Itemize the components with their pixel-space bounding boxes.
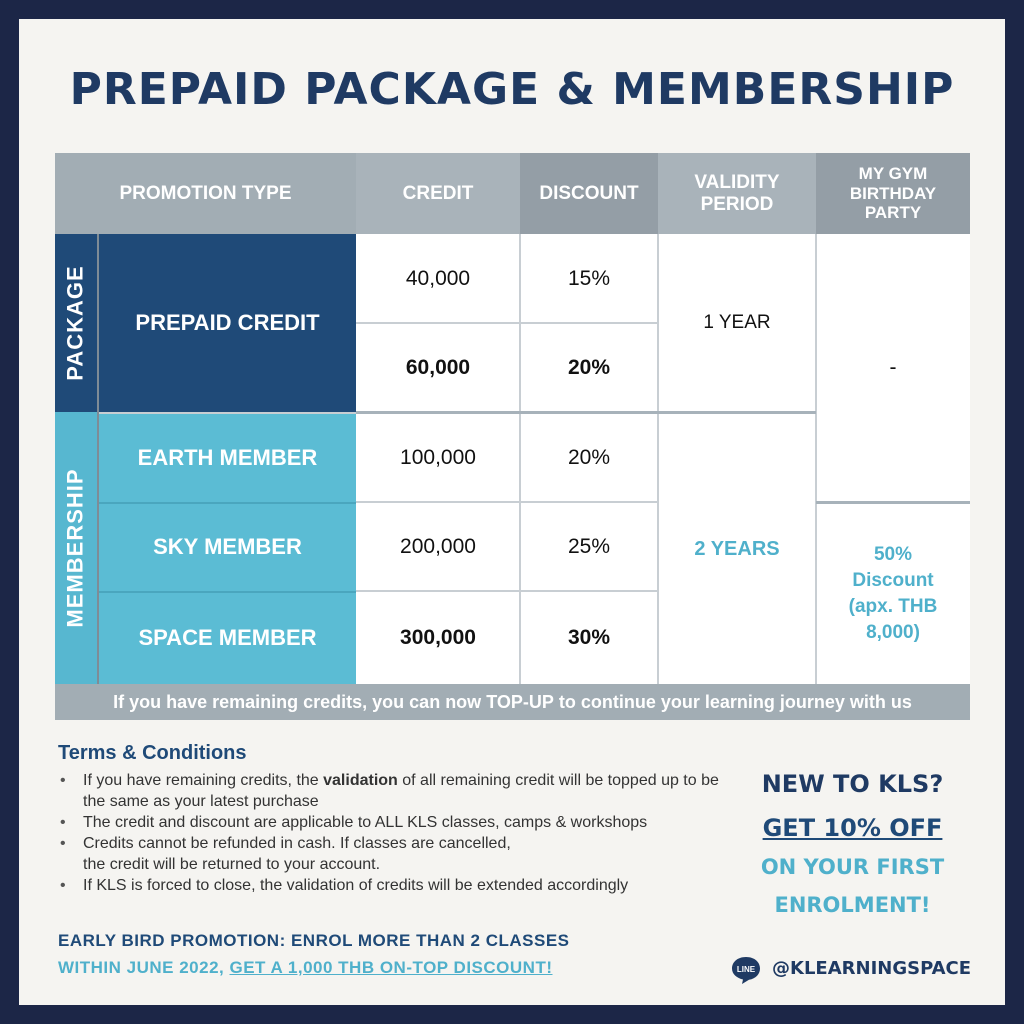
membership-side-label: [55, 412, 97, 684]
promo-line-1: NEW TO KLS?: [761, 770, 944, 798]
terms-item: [58, 770, 738, 812]
earth-discount: [520, 414, 658, 502]
earth-credit-value: 100,000: [400, 446, 476, 469]
terms-list: [58, 770, 738, 896]
package-credit-2: [356, 323, 520, 412]
terms-item: [58, 812, 738, 833]
promo-line-3: ON YOUR FIRST: [760, 855, 945, 879]
membership-row-earth: [99, 414, 356, 502]
terms-item-1-pre: If you have remaining credits, the: [83, 772, 324, 789]
topup-text-bold: TOP-UP: [486, 691, 554, 712]
membership-validity: [658, 414, 816, 684]
grid-line: [99, 502, 356, 504]
early-bird-line-1: EARLY BIRD PROMOTION: ENROL MORE THAN 2 CLASSES: [58, 931, 570, 950]
topup-text-post: to continue your learning journey with us: [553, 691, 912, 712]
line-icon-text: LINE: [736, 965, 756, 974]
package-credit-1: [356, 234, 520, 323]
membership-row-space: [99, 592, 356, 684]
grid-line: [97, 234, 99, 684]
promo-line-4: ENROLMENT!: [774, 893, 931, 917]
header-birthday: [816, 153, 970, 234]
header-validity-label: VALIDITY PERIOD: [694, 171, 780, 215]
terms-item: [58, 833, 738, 875]
space-credit-value: 300,000: [400, 626, 476, 649]
grid-line: [99, 412, 356, 414]
earth-member-label: EARTH MEMBER: [137, 445, 318, 470]
header-promotion-type-label: PROMOTION TYPE: [119, 182, 292, 204]
terms-item-3-line2: the credit will be returned to your account.: [83, 856, 381, 873]
topup-text-pre: If you have remaining credits, you can now: [113, 691, 487, 712]
membership-birthday: [816, 504, 970, 684]
membership-validity-value: 2 YEARS: [694, 537, 780, 560]
grid-line: [815, 234, 817, 684]
grid-line: [356, 322, 658, 324]
package-name: PREPAID CREDIT: [135, 310, 320, 335]
sky-discount: [520, 503, 658, 591]
topup-banner: [55, 684, 970, 720]
package-credit-1-value: 40,000: [405, 266, 471, 290]
grid-line: [356, 590, 658, 592]
earth-discount-value: 20%: [567, 446, 611, 469]
package-birthday: [816, 234, 970, 502]
sky-credit-value: 200,000: [400, 535, 476, 558]
header-discount: [520, 153, 658, 234]
page-title: PREPAID PACKAGE & MEMBERSHIP: [69, 64, 955, 115]
terms-item-1-post: of all remaining credit will be topped up to be the same as your latest purchase: [83, 772, 719, 810]
package-row-name: [99, 234, 356, 412]
terms-item-2: The credit and discount are applicable to ALL KLS classes, camps & workshops: [83, 814, 648, 831]
package-discount-2-value: 20%: [567, 355, 611, 379]
grid-line: [356, 411, 816, 414]
package-validity: [658, 234, 816, 412]
terms-item-3-line1: Credits cannot be refunded in cash. If classes are cancelled,: [83, 835, 511, 852]
membership-row-sky: [99, 503, 356, 591]
package-discount-1-value: 15%: [567, 266, 611, 290]
grid-line: [99, 591, 356, 593]
header-promotion-type: [55, 153, 356, 234]
sky-credit: [356, 503, 520, 591]
package-side-label: [55, 234, 97, 412]
terms-item-1-bold: validation: [323, 772, 398, 789]
space-credit: [356, 592, 520, 684]
space-discount: [520, 592, 658, 684]
terms-title: Terms & Conditions: [58, 742, 247, 764]
package-discount-1: [520, 234, 658, 323]
terms-item: [58, 875, 738, 896]
header-credit: [356, 153, 520, 234]
package-discount-2: [520, 323, 658, 412]
sky-discount-value: 25%: [567, 535, 611, 558]
space-member-label: SPACE MEMBER: [138, 625, 317, 650]
header-birthday-label: MY GYM BIRTHDAY PARTY: [849, 164, 937, 223]
header-discount-label: DISCOUNT: [539, 182, 639, 204]
grid-line: [356, 501, 658, 503]
early-bird-line-2-pre: WITHIN JUNE 2022,: [58, 958, 230, 977]
package-validity-value: 1 YEAR: [703, 312, 771, 333]
grid-line: [816, 501, 970, 504]
membership-side-text: MEMBERSHIP: [63, 468, 88, 628]
membership-birthday-value: 50% Discount (apx. THB 8,000): [848, 544, 938, 643]
earth-credit: [356, 414, 520, 502]
sky-member-label: SKY MEMBER: [153, 534, 302, 559]
terms-item-4: If KLS is forced to close, the validation of credits will be extended accordingly: [83, 877, 629, 894]
package-credit-2-value: 60,000: [405, 355, 471, 379]
line-chat-icon[interactable]: [730, 955, 762, 985]
package-birthday-value: -: [889, 356, 897, 379]
promo-line-2[interactable]: GET 10% OFF: [762, 814, 943, 842]
early-bird-discount-link[interactable]: GET A 1,000 THB ON-TOP DISCOUNT!: [229, 958, 553, 977]
package-side-text: PACKAGE: [63, 265, 89, 381]
space-discount-value: 30%: [567, 626, 611, 649]
header-validity: [658, 153, 816, 234]
grid-line: [519, 234, 521, 684]
early-bird-line-2: [58, 958, 553, 978]
social-handle[interactable]: @KLEARNINGSPACE: [772, 958, 972, 979]
grid-line: [657, 234, 659, 684]
header-credit-label: CREDIT: [402, 182, 474, 204]
